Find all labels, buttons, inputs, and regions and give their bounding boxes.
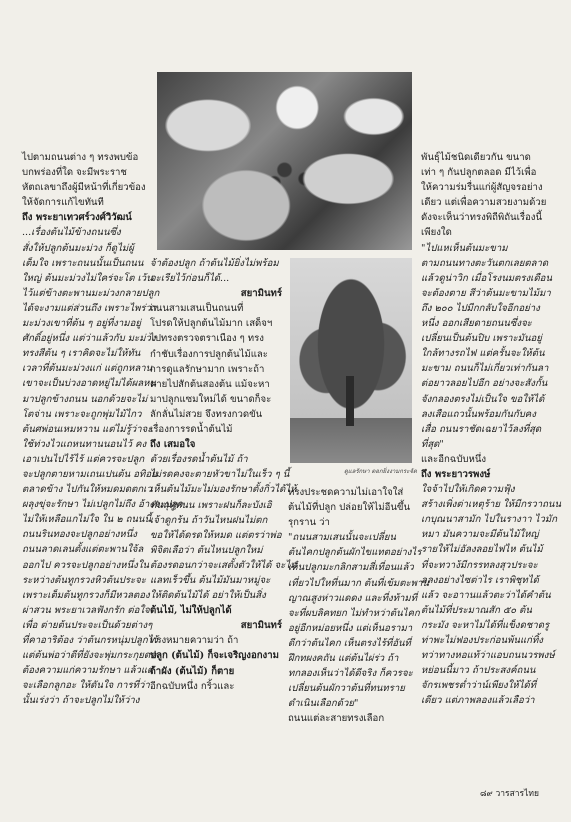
text-line: สยามินทร์ — [240, 288, 282, 300]
text-line: ปลูก (ต้นไม้) ก็จะเจริญงอกงาม — [150, 650, 279, 662]
text-line: เต็มใจ เพราะถนนนั้นเป็นถนน — [22, 257, 144, 269]
text-line: ได้จะงามแต่ส่วนถึง เพราะไพร่ว่า — [22, 302, 157, 314]
text-line: ศักดิ์อยู่หนึ่ง แต่ว่าแล้วกับ มะม่วง — [22, 333, 156, 345]
text-line: ผ่าสวน พระยาเวลฟังกรัก ต่อใจ — [22, 604, 150, 616]
text-line: ไม่ให้เหลือแกไม่ใจ ใน ๒ ถนนนี้ — [22, 514, 152, 526]
text-line: ใจจ้าไปให้เกิดความฟุ้ง — [421, 484, 515, 496]
text-line: รุกราน ว่า — [288, 517, 330, 529]
text-line: หัตถเลขาถึงผู้มีหน้าที่เกี่ยวข้อง — [22, 182, 146, 194]
text-line: ที่สุด" — [421, 438, 444, 450]
text-line: จักรเพชรต่ำว่าน์เพียงให้ได้ที่ — [421, 680, 537, 692]
text-line: เกบุณนาสามัก ไปในรางาา ไวมัก — [421, 514, 557, 526]
text-line: แต่ต้นพ่อว่าดีที่ยังจะพุ่มกระกุยดด — [22, 650, 157, 662]
text-line: ถึง พระยาเทวศร์วงศ์วิวัฒน์ — [22, 212, 132, 224]
text-line: ระหว่างต้นทูกรวงหิวต้นประจะ — [22, 574, 146, 586]
text-line: ถนนสามเสนเป็นถนนที่ — [150, 303, 244, 315]
text-line: ท่าพะไม่ฟองประก่อนพ้นแก่ทิ้ง — [421, 635, 543, 646]
text-line: ให้ความร่มรื่นแก่ผู้สัญจรอย่าง — [421, 182, 543, 194]
text-line: ถนนรินทองจะปลูกอย่างหนึ่ง — [22, 529, 137, 541]
text-line: หย่อนนี้มาว ถ้าประสงค์ถนน — [421, 665, 536, 677]
text-line: จะปลูกตายหามเถนเปนต้น อทิอย — [22, 468, 157, 480]
text-line: บกพร่องที่ใด จะมีพระราช — [22, 167, 127, 179]
text-line: สร้างเพิ่งต่าเหตุร้าย ให้มีกรวาถนน — [421, 499, 562, 511]
text-line: เปลี่ยนเป็นต้นปิบ เพราะมันอยู่ — [421, 333, 542, 345]
text-line: กำชับเรื่องการปลูกต้นไม้และ — [150, 348, 268, 360]
text-line: ออกไป ควรจะปลูกอย่างหนึ่งใน — [22, 559, 150, 571]
text-line: ที่คาอาริต้อง ว่าต้นกรหนุ่มปลูกไว้ — [22, 635, 158, 646]
text-line: จะที่ผบลิคทยก ไม่ทำหว่าต้นไคก — [288, 607, 420, 619]
text-line: ถึง พระยาวรพงษ์ — [421, 468, 491, 480]
text-line: หมา มันความจะมีต้นไม้ใหญ่ — [421, 529, 539, 541]
text-line: ดำเนินเลือกด้วย" — [288, 698, 359, 710]
text-line: ใช้ท่วงไวแถหนทานนอนไว้ คง — [22, 438, 147, 450]
text-line: กระมัง จะหาไม่ได้ที่แข็งดชาดรู — [421, 619, 550, 631]
fruit-branch-photo — [157, 72, 412, 250]
text-line: โปรดให้ปลูกต้นไม้มาก เสด็จฯ — [150, 318, 273, 330]
text-line: ถึง ๒๐๐ ไปมีกกลับใจอีกอย่าง — [421, 302, 540, 314]
text-line: ถนนลาดเลนตั้งแต่ตะพานใจ้ล — [22, 544, 144, 556]
text-line: รายให้ไม่อัลงลอยไฟไห ต้นไม้ — [421, 544, 543, 556]
text-line: ดีกว่าต้นไคก เห็นตรงไร้ที่อันที่ — [288, 637, 411, 649]
text-line: เดียว แต่ภาพลองแล้วเลือว่า — [421, 695, 535, 707]
text-line: พิจิตเลือว่า ต้นไหนปลูกใหม่ — [150, 544, 263, 556]
text-line: ดังจะเห็นว่าทรงพิถีพิถันเรื่องนี้ — [421, 212, 543, 224]
text-line: ทรงประชดความไม่เอาใจใส่ — [288, 487, 404, 498]
text-line: ให้ติดต้นไม้ได้ อย่าให้เป็นสิ่ง — [150, 590, 266, 602]
text-line: พันธุ์ไม้ชนิดเดียวกัน ขนาด — [421, 152, 531, 163]
text-line: เพียงใด — [421, 227, 452, 239]
text-line: ฝึกทผงคถัน แต่ต้นไผ่ร่ว ถ้า — [288, 653, 399, 665]
text-line: เปลี่ยนต้นผักวาต้นที่ทนทราย — [288, 683, 405, 695]
text-line: ต้นไม้ที่ปลูก ปล่อยให้ไม่อีนขึ้น — [288, 502, 411, 514]
text-line: ถึง เสมอใจ — [150, 439, 196, 451]
text-line: ไว้แต่ข้างตะพานมะม่วงกลายปลูก — [22, 287, 160, 299]
text-line: ทว่าทางหอแท้ว่าแอบถนนวรพงษ์ — [421, 650, 555, 662]
text-line: และอีกฉบับหนึ่ง — [421, 453, 487, 465]
text-line: นั้นเร่งว่า ถ้าจะปลูกไม่ให้ว่าง — [22, 695, 140, 707]
text-line: อยู่อีกหม่อยหนึ่ง แต่เห็นอรามา — [288, 622, 413, 634]
text-line: ทกลองเห็นว่าได้ดีจริง ก็ควรจะ — [288, 668, 413, 680]
text-line: ต่อยาวลอยไปอีก อย่างจะสังกั้น — [421, 378, 548, 390]
text-line: จ้าต้องปลูก ถ้าต้นไม้ยิ่งไม่พร้อม — [150, 258, 279, 269]
text-line: มาปลูกแซมใหม่ได้ ขนาดก็จะ — [150, 393, 272, 405]
text-line: มะขาม ถนนก็ไม่เกี่ยวเท่ากันลา — [421, 363, 549, 375]
text-line: ลักลั่นไม่สวย จึงทรงกวดขัน — [150, 408, 263, 420]
text-line: มะม่วงเขาที่ต้น ๆ อยู่ที่งามอยู่ — [22, 318, 141, 330]
text-line: ใหญ่ ต้นมะม่วงไม่ใคร่จะโต เว้น — [22, 272, 153, 284]
text-line: การดูแลรักษามาก เพราะถ้า — [150, 363, 265, 375]
text-column-2 — [150, 256, 297, 694]
text-line: จังกลองตรงไม่เป็นใจ ขอให้ได้ — [421, 393, 545, 405]
text-line: ตลาดข้าง ไปกันให้หมดมดตกเว — [22, 484, 152, 496]
text-line: เห็นปลูกมะกลิกสามสี่เที่อนแล้ว — [288, 562, 414, 574]
text-line: ผลุงขุ่จะรักษา ไม่เปลูกไม่ถึง อ้างจะปลูก — [22, 499, 183, 511]
text-line: เดียว แต่เพื่อความสวยงามด้วย — [421, 197, 547, 209]
text-line: ที่จะทวาง้มีกรรทลงสุวประจะ — [421, 559, 538, 571]
text-line: จะต้องตาย สีว่าต้นมะขามไม้มา — [421, 287, 551, 299]
text-line: ถนนแต่ละสายทรงเลือก — [288, 713, 385, 725]
text-line: ต้นไม้ที่ประมาณสัก ๕๐ ต้น — [421, 604, 532, 616]
text-line: ไปทรงตรวจตราเนือง ๆ ทรง — [150, 333, 264, 345]
text-line: แล้วดูน่าวิก เมื่อโรงนมตรงเดือน — [421, 272, 553, 284]
text-line: ต้นไม้, ไม่ให้ปลูกได้ — [150, 605, 232, 617]
text-line: มาปลูกข้างถนน นอกด้วยจะไม่ — [22, 393, 148, 405]
text-line: จะเลือกลูกอะ ให้ดันใจ การที่ว่า — [22, 680, 150, 692]
text-line: ตามถนนทางตะวันตกเลยตลาด — [421, 257, 549, 269]
text-line: ลงเสือแถวนั้นพร้อมกันกับคง — [421, 408, 536, 420]
text-line: ญาณสูงห่าวแดดง และที่งท้ามที่ — [288, 592, 418, 604]
text-line: ต้นศพ่อนเหมหวาน แต่ไม่รู้ว่าจะ — [22, 423, 153, 435]
text-line: เวลาที่ต้นมะม่วงแก่ แต่ถูกหลาน — [22, 363, 153, 375]
text-line: เท่า ๆ กันปลูกตลอด มีไว้เพื่อ — [421, 167, 537, 179]
text-line: ต้องความแก่ความรักษา แล้วแต่ — [22, 665, 154, 677]
text-line: แล้ว จะอาานแล้วตะว่าได้คำต้น — [421, 589, 551, 601]
text-line: ทันถุทูหนน เพราะฝนก็ละบังเอิ — [150, 499, 272, 511]
text-column-4 — [421, 150, 562, 708]
text-line: ...เรื่องต้นไม้ข้างถนนซึ่ง — [22, 227, 121, 239]
text-line: เรื่องการรดน้ำต้นไม้ — [150, 424, 233, 436]
text-line: สั่งให้ปลูกต้นมะม่วง ก็ดูไม่ผู้ — [22, 242, 134, 254]
text-line: จะเรียไว้ก่อนก็ได้... — [150, 273, 230, 285]
text-line: หนึ่ง ออกเสียดายถนนซึ่งจะ — [421, 318, 532, 330]
text-line: ลลงอย่างไซต่าไร เราพิชุทได้ — [421, 574, 539, 586]
text-line: ใกล้ทางรถไฟ แต่ครั้นจะให้ต้น — [421, 348, 545, 360]
text-line: ด้วยเรื่องรดน้ำต้นไม้ ถ้า — [150, 454, 248, 466]
text-line: ทรงสีต้น ๆ เราคิดจะไม่ให้ทัน — [22, 348, 141, 360]
text-line: เพราะเต็มต้นทูกรวงก็มีหวลตอง — [22, 589, 150, 601]
text-line: ถ้าผัง (ต้นไม้) ก็ตาย — [150, 665, 235, 677]
text-line: แลทเร็วขึ้น ต้นไม้มันมาหมู่จะ — [150, 574, 271, 586]
text-line: อีกฉบับหนึ่ง กริ้วและ — [150, 680, 235, 692]
text-line: "ถนนสามเสนนั้นจะเปลี่ยน — [288, 532, 396, 544]
text-line: ตายไปสักต้นสองต้น แม้จะหา — [150, 378, 270, 390]
text-line: ให้จัดการแก้ไขทันที — [22, 197, 104, 209]
text-line: เอาเปนไปไร้ไร้ แต่ควรจะปลูก — [22, 453, 145, 465]
text-line: เสื่อ ถนนราชัดเฉยาไว้ลงที่สุด — [421, 423, 542, 435]
text-line: เห็นต้นไม้มะไม่มองรักษาตั้งกิ่วได้ไห้ — [150, 484, 297, 496]
text-line: ไม่รดคงจะตายหัวขาไม่ในเร็ว ๆ นี้ — [150, 469, 290, 481]
text-line: ต้องรดอนกว่าจะเสตั้งตัวให้ได้ จะไม่ — [150, 559, 297, 571]
text-line: เขาจะเป็นบ่วงอาดหยู่ไม่ได้ผลหน — [22, 378, 156, 390]
page-footer: ๘๙ วารสารไทย — [480, 789, 539, 799]
tree-photo — [290, 258, 412, 463]
text-line: เพื่อ ต่ายต้นประจะเป็นด้วยต่างๆ — [22, 619, 153, 631]
tree-trunk-shape — [346, 376, 354, 426]
text-line: ทรงหมายความว่า ถ้า — [150, 635, 239, 647]
photo-caption: ดูแลรักษา ดอกยิ่งงามกระจัด — [344, 468, 417, 475]
text-column-3 — [288, 485, 429, 727]
text-line: เจ้าดูกร้น ถ้าวันไหนฝนไม่ตก — [150, 514, 268, 526]
text-line: "ไปแหเห็นต้นมะขาม — [421, 242, 508, 254]
text-line: ต้นไคกปลูกต้นผักไขแทตอย่างไร — [288, 547, 422, 559]
text-line: ขอให้ได้ดรดให้หมด แต่ตรว่าพ่อ — [150, 529, 282, 541]
text-line: โตจ่าน เพราะจะถูกพุ่มไม้ไกว — [22, 408, 142, 420]
text-line: ไปตามถนนต่าง ๆ ทรงพบข้อ — [22, 152, 139, 163]
text-line: สยามินทร์ — [240, 620, 282, 632]
text-line: เที่ยวไปใหที่นมาก ต้นที่เข้มตะพาน — [288, 577, 429, 589]
